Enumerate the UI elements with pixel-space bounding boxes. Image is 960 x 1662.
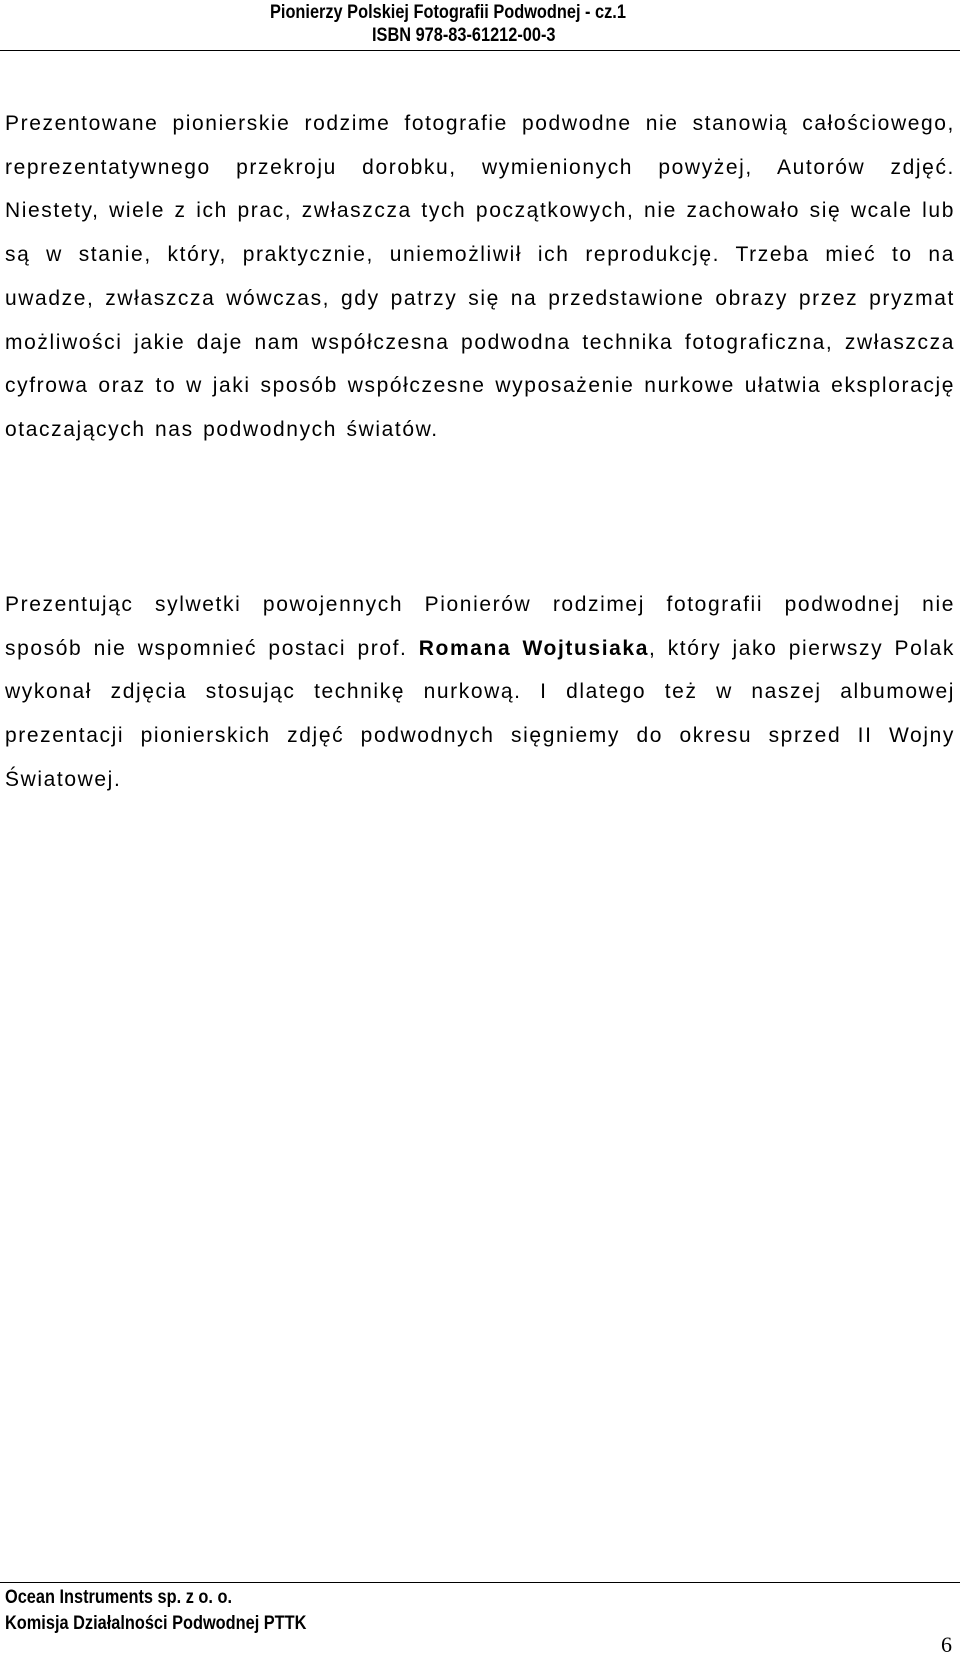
page-header — [0, 0, 960, 50]
paragraph-1: Prezentowane pionierskie rodzime fotografie podwodne nie stanowią całościowego, reprezentatywnego przekroju dorobku, wymienionych powyżej, Autorów zdjęć. Niestety, wiele z ich prac, zwłaszcza tych początkowych, nie zachowało się wcale lub są w stanie, który, praktycznie, uniemożliwił ich reprodukcję. Trzeba mieć to na uwadze, zwłaszcza wówczas, gdy patrzy się na przedstawione obrazy przez pryzmat możliwości jakie daje nam współczesna podwodna technika fotograficzna, zwłaszcza cyfrowa oraz to w jaki sposób współczesne wyposażenie nurkowe ułatwia eksplorację otaczających nas podwodnych światów. — [5, 112, 955, 441]
header-title: Pionierzy Polskiej Fotografii Podwodnej - cz.1 — [270, 2, 626, 23]
footer-line-1: Ocean Instruments sp. z o. o. — [5, 1587, 232, 1608]
paragraph-2 — [5, 583, 955, 802]
header-isbn: ISBN 978-83-61212-00-3 — [372, 25, 556, 46]
paragraph-2-text-before: Prezentując sylwetki powojennych Pionierów rodzimej fotografii podwodnej nie sposób nie wspomnieć postaci prof. — [5, 593, 955, 660]
page-footer — [0, 1582, 960, 1662]
footer-line-2: Komisja Działalności Podwodnej PTTK — [5, 1613, 307, 1634]
header-divider — [0, 50, 960, 51]
paragraph-2-bold-name: Romana Wojtusiaka — [418, 636, 649, 660]
paragraph-2-text-after: , który jako pierwszy Polak wykonał zdjęcia stosując technikę nurkową. I dlatego też w naszej albumowej prezentacji pionierskich zdjęć podwodnych sięgniemy do okresu sprzed II Wojny Światowej. — [5, 636, 955, 791]
page-number: 6 — [941, 1632, 952, 1657]
